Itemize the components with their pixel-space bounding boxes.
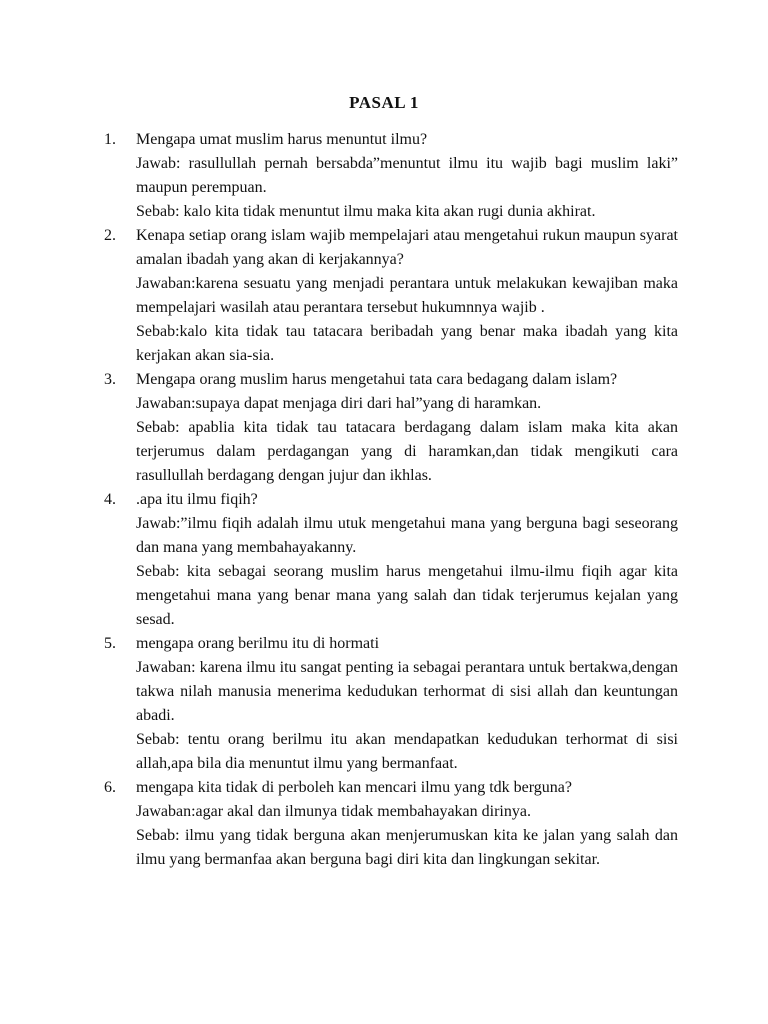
question-text: Mengapa orang muslim harus mengetahui tata cara bedagang dalam islam? [136,371,618,388]
reason-text: Sebab: ilmu yang tidak berguna akan menjerumuskan kita ke jalan yang salah dan ilmu yang bermanfaa akan berguna bagi diri kita dan lingkungan sekitar. [136,827,678,868]
question-text: mengapa kita tidak di perboleh kan mencari ilmu yang tdk berguna? [136,779,573,796]
answer-text: Jawab: rasullullah pernah bersabda”menuntut ilmu itu wajib bagi muslim laki” maupun perempuan. [136,155,678,196]
page-title: PASAL 1 [349,93,419,112]
item-number: 2. [104,227,116,244]
answer-text: Jawaban:agar akal dan ilmunya tidak membahayakan dirinya. [136,803,531,820]
item-number: 5. [104,635,116,652]
reason-text: Sebab: tentu orang berilmu itu akan mendapatkan kedudukan terhormat di sisi allah,apa bila dia menuntut ilmu yang bermanfaat. [136,731,678,772]
item-number: 6. [104,779,116,796]
list-item [104,368,678,488]
question-text: Mengapa umat muslim harus menuntut ilmu? [136,131,428,148]
question-text: mengapa orang berilmu itu di hormati [136,635,380,652]
item-number: 3. [104,371,116,388]
question-text: Kenapa setiap orang islam wajib mempelajari atau mengetahui rukun maupun syarat amalan ibadah yang akan di kerjakannya? [136,227,678,268]
list-item [104,632,678,776]
answer-text: Jawaban: karena ilmu itu sangat penting ia sebagai perantara untuk bertakwa,dengan takwa nilah manusia menerima kedudukan terhormat di sisi allah dan keuntungan abadi. [136,659,678,724]
item-number: 1. [104,131,116,148]
answer-text: Jawaban:karena sesuatu yang menjadi perantara untuk melakukan kewajiban maka mempelajari wasilah atau perantara tersebut hukumnnya wajib . [136,275,678,316]
answer-text: Jawaban:supaya dapat menjaga diri dari hal”yang di haramkan. [136,395,542,412]
list-item [104,128,678,224]
answer-text: Jawab:”ilmu fiqih adalah ilmu utuk mengetahui mana yang berguna bagi seseorang dan mana yang membahayakanny. [136,515,678,556]
reason-text: Sebab: apablia kita tidak tau tatacara berdagang dalam islam maka kita akan terjerumus dalam perdagangan yang di haramkan,dan tidak mengikuti cara rasullullah berdagang dengan jujur dan ikhlas. [136,419,678,484]
reason-text: Sebab:kalo kita tidak tau tatacara beribadah yang benar maka ibadah yang kita kerjakan akan sia-sia. [136,323,678,364]
question-text: .apa itu ilmu fiqih? [136,491,258,508]
reason-text: Sebab: kalo kita tidak menuntut ilmu maka kita akan rugi dunia akhirat. [136,203,596,220]
reason-text: Sebab: kita sebagai seorang muslim harus mengetahui ilmu-ilmu fiqih agar kita mengetahui mana yang benar mana yang salah dan tidak terjerumus kejalan yang sesad. [136,563,678,628]
list-item [104,776,678,872]
list-item [104,488,678,632]
item-number: 4. [104,491,116,508]
question-list [104,128,678,872]
list-item [104,224,678,368]
